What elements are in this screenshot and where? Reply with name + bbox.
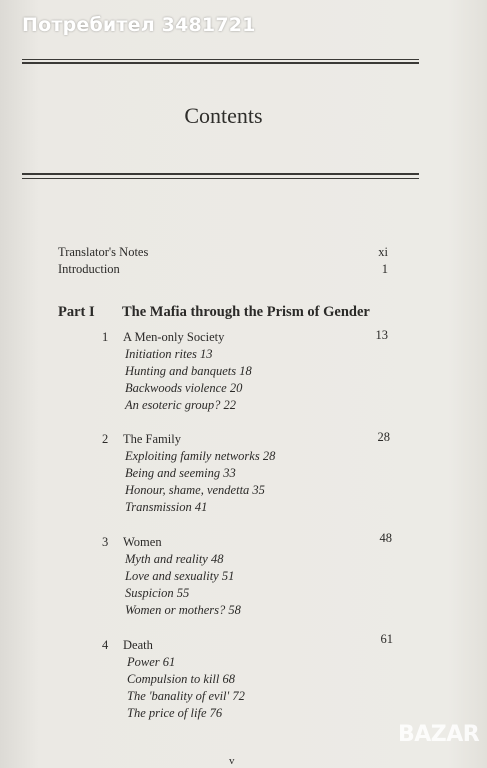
section-entry: Backwoods violence 20 xyxy=(125,381,243,395)
toc-entry-translators-notes: Translator's Notes xyxy=(58,245,149,259)
chapter-number: 1 xyxy=(102,330,109,344)
section-entry: Power 61 xyxy=(127,655,176,669)
section-entry: Being and seeming 33 xyxy=(125,466,236,480)
section-entry: Transmission 41 xyxy=(125,500,208,514)
part-label: Part I xyxy=(58,304,95,320)
chapter-title: Women xyxy=(123,535,162,549)
section-entry: Honour, shame, vendetta 35 xyxy=(125,483,265,497)
section-entry: Myth and reality 48 xyxy=(125,552,224,566)
section-entry: Suspicion 55 xyxy=(125,586,190,600)
chapter-page: 61 xyxy=(380,632,393,646)
chapter-number: 3 xyxy=(102,535,109,549)
chapter-number: 4 xyxy=(102,638,109,652)
section-entry: Love and sexuality 51 xyxy=(125,569,235,583)
section-entry: Hunting and banquets 18 xyxy=(125,364,252,378)
section-entry: Exploiting family networks 28 xyxy=(125,449,276,463)
title-rule-thin xyxy=(22,178,419,179)
section-entry: Compulsion to kill 68 xyxy=(127,672,235,686)
title-rule-thick xyxy=(22,173,419,175)
section-entry: An esoteric group? 22 xyxy=(125,398,236,412)
toc-page-introduction: 1 xyxy=(381,262,388,276)
section-entry: The 'banality of evil' 72 xyxy=(127,689,245,703)
chapter-page: 48 xyxy=(379,531,392,545)
chapter-page: 28 xyxy=(377,430,390,444)
watermark-logo: BAZAR xyxy=(398,722,480,747)
watermark-username: Потребител 3481721 xyxy=(22,14,256,36)
section-entry: The price of life 76 xyxy=(127,706,223,720)
chapter-title: The Family xyxy=(123,432,181,446)
chapter-number: 2 xyxy=(102,432,109,446)
chapter-title: Death xyxy=(123,638,153,652)
part-title: The Mafia through the Prism of Gender xyxy=(122,304,370,320)
toc-page-translators-notes: xi xyxy=(378,245,388,259)
chapter-page: 13 xyxy=(375,328,388,342)
toc-entry-introduction: Introduction xyxy=(58,262,120,276)
page-folio: v xyxy=(229,755,235,767)
chapter-title: A Men-only Society xyxy=(123,330,225,344)
section-entry: Women or mothers? 58 xyxy=(125,603,241,617)
top-rule-thin xyxy=(22,59,419,60)
section-entry: Initiation rites 13 xyxy=(125,347,213,361)
page-title: Contents xyxy=(184,103,263,128)
top-rule-thick xyxy=(22,62,419,64)
